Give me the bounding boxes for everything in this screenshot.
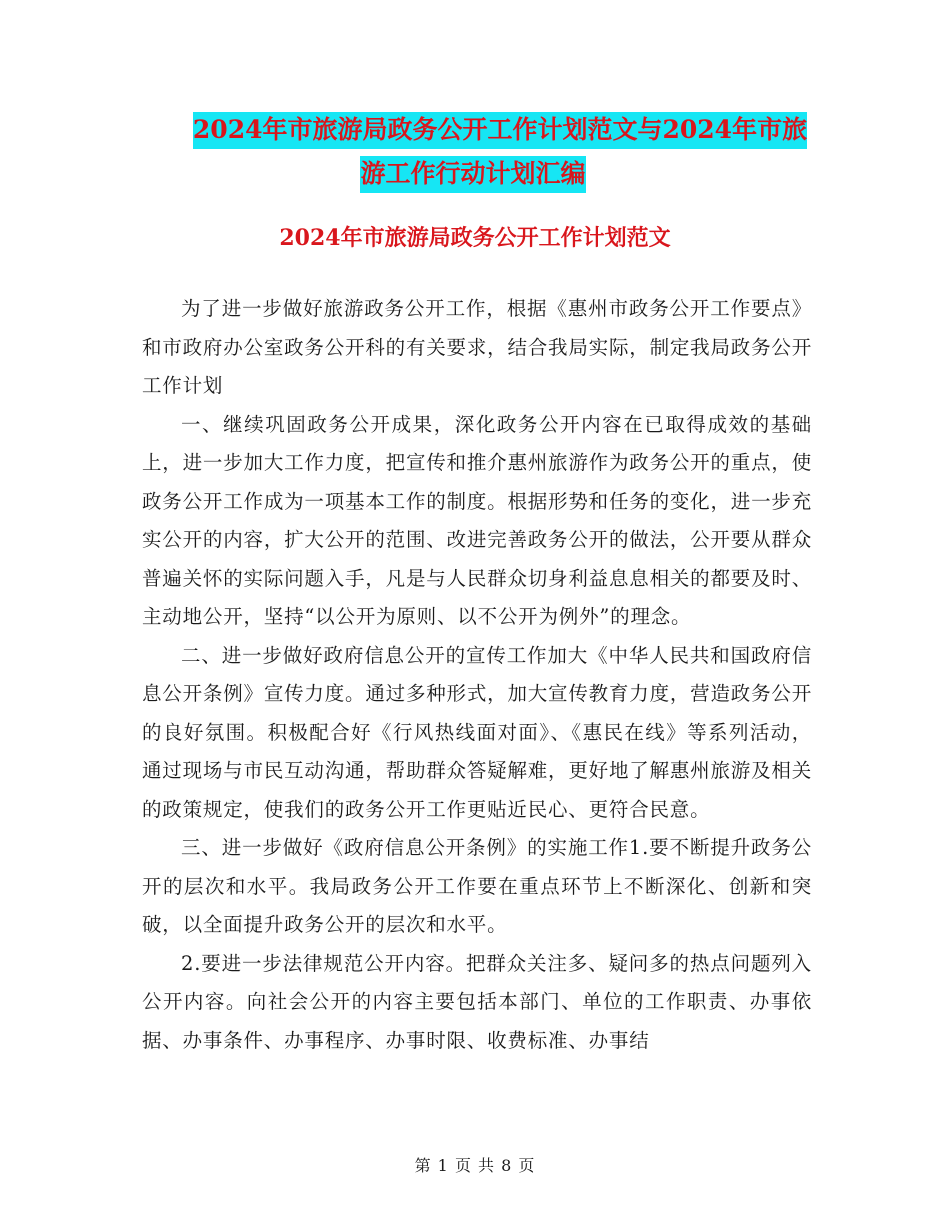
paragraph-1: 一、继续巩固政务公开成果，深化政务公开内容在已取得成效的基础上，进一步加大工作力度，把宣传和推介惠州旅游作为政务公开的重点，使政务公开工作成为一项基本工作的制度。根据形势和任务的变化，进一步充实公开的内容，扩大公开的范围、改进完善政务公开的做法，公开要从群众普遍关怀的实际问题入手，凡是与人民群众切身利益息息相关的都要及时、主动地公开，坚持“以公开为原则、以不公开为例外”的理念。	[142, 412, 812, 628]
paragraph-intro: 为了进一步做好旅游政务公开工作，根据《惠州市政务公开工作要点》和市政府办公室政务公开科的有关要求，结合我局实际，制定我局政务公开工作计划	[142, 297, 812, 397]
title-highlight-2: 游工作行动计划汇编	[360, 156, 585, 193]
title-highlight-1: 2024年市旅游局政务公开工作计划范文与2024年市旅	[193, 112, 807, 149]
document-title-line-1	[25, 116, 950, 144]
paragraph-2: 二、进一步做好政府信息公开的宣传工作加大《中华人民共和国政府信息公开条例》宣传力度。通过多种形式，加大宣传教育力度，营造政务公开的良好氛围。积极配合好《行风热线面对面》、《惠民在线》等系列活动，通过现场与市民互动沟通，帮助群众答疑解难，更好地了解惠州旅游及相关的政策规定，使我们的政务公开工作更贴近民心、更符合民意。	[142, 643, 812, 821]
page-footer: 第 1 页 共 8 页	[414, 1156, 536, 1175]
paragraph-3: 三、进一步做好《政府信息公开条例》的实施工作1.要不断提升政务公开的层次和水平。我局政务公开工作要在重点环节上不断深化、创新和突破，以全面提升政务公开的层次和水平。	[142, 836, 812, 936]
body-text	[142, 290, 812, 1060]
document-title-line-2	[0, 160, 948, 188]
section-title: 2024年市旅游局政务公开工作计划范文	[279, 225, 671, 251]
paragraph-4: 2.要进一步法律规范公开内容。把群众关注多、疑问多的热点问题列入公开内容。向社会公开的内容主要包括本部门、单位的工作职责、办事依据、办事条件、办事程序、办事时限、收费标准、办事结	[142, 951, 812, 1052]
